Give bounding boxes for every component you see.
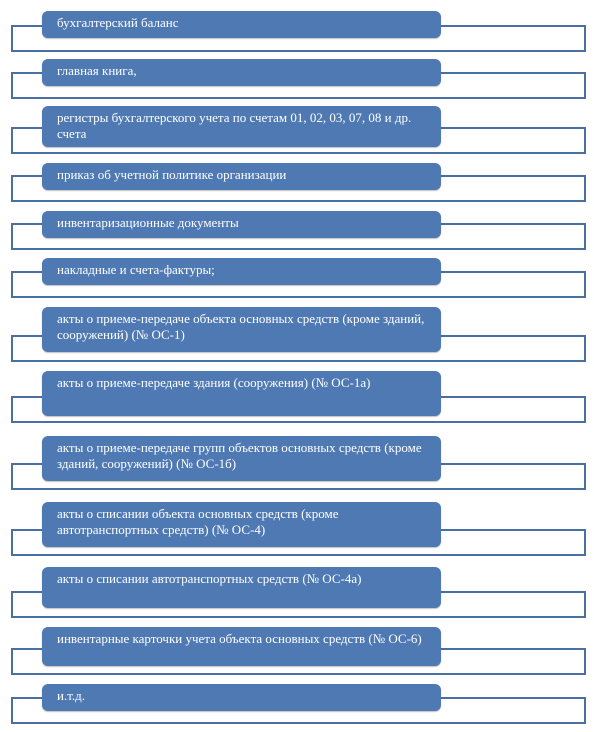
list-item-label: инвентарные карточки учета объекта основных средств (№ ОС-6) [42,627,441,666]
list-item-label: и.т.д. [42,684,441,711]
list-item-label: регистры бухгалтерского учета по счетам 01, 02, 03, 07, 08 и др. счета [42,106,441,147]
list-item-label: накладные и счета-фактуры; [42,258,441,285]
list-item-label: акты о приеме-передаче здания (сооружения) (№ ОС-1а) [42,371,441,416]
list-item-label: приказ об учетной политике организации [42,163,441,190]
list-item-label: главная книга, [42,59,441,86]
list-item-label: акты о списании автотранспортных средств (№ ОС-4а) [42,567,441,608]
list-item-label: инвентаризационные документы [42,211,441,238]
list-item-label: бухгалтерский баланс [42,11,441,38]
list-item-label: акты о приеме-передаче групп объектов основных средств (кроме зданий, сооружений) (№ ОС-1б) [42,436,441,481]
list-item-label: акты о списании объекта основных средств (кроме автотранспортных средств) (№ ОС-4) [42,502,441,547]
list-item-label: акты о приеме-передаче объекта основных средств (кроме зданий, сооружений) (№ ОС-1) [42,307,441,352]
